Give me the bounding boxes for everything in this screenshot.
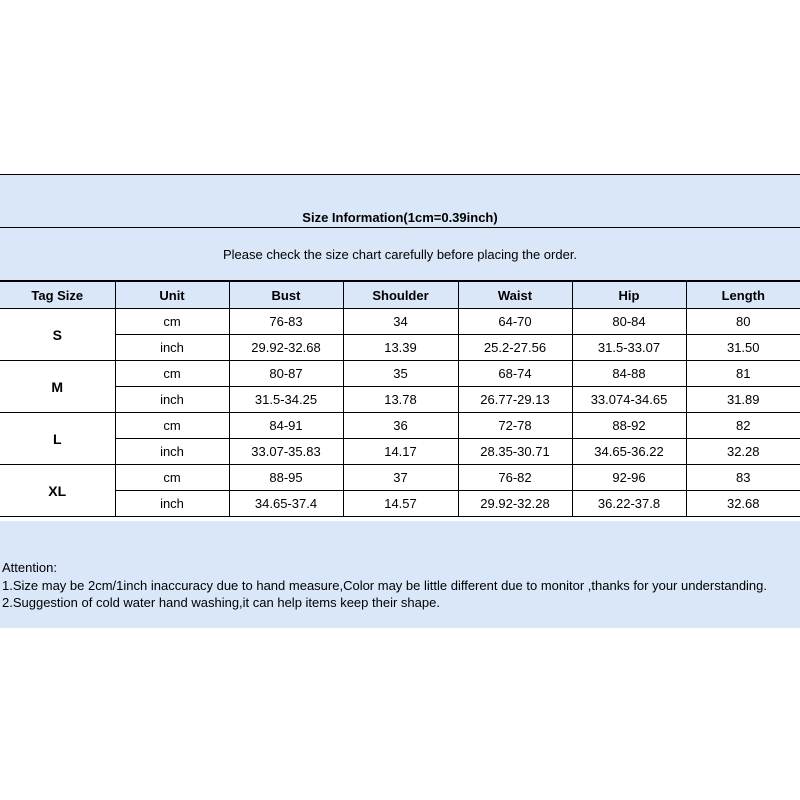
measurement-cell: 29.92-32.28 [458, 491, 572, 517]
measurement-cell: 81 [686, 361, 800, 387]
measurement-cell: 33.074-34.65 [572, 387, 686, 413]
unit-cell: cm [115, 413, 229, 439]
table-row [0, 439, 800, 465]
measurement-cell: 82 [686, 413, 800, 439]
column-header: Shoulder [343, 282, 458, 309]
measurement-cell: 34.65-37.4 [229, 491, 343, 517]
measurement-cell: 13.39 [343, 335, 458, 361]
measurement-cell: 31.50 [686, 335, 800, 361]
attention-notes [0, 521, 800, 628]
measurement-cell: 88-95 [229, 465, 343, 491]
tag-size-cell: S [0, 309, 115, 361]
measurement-cell: 31.5-33.07 [572, 335, 686, 361]
measurement-cell: 13.78 [343, 387, 458, 413]
measurement-cell: 83 [686, 465, 800, 491]
column-header: Unit [115, 282, 229, 309]
column-header: Hip [572, 282, 686, 309]
measurement-cell: 68-74 [458, 361, 572, 387]
notice-row [0, 228, 800, 281]
size-chart [0, 174, 800, 628]
measurement-cell: 32.68 [686, 491, 800, 517]
measurement-cell: 31.89 [686, 387, 800, 413]
column-header: Tag Size [0, 282, 115, 309]
table-row [0, 309, 800, 335]
measurement-cell: 34.65-36.22 [572, 439, 686, 465]
measurement-cell: 76-82 [458, 465, 572, 491]
measurement-cell: 29.92-32.68 [229, 335, 343, 361]
table-row [0, 465, 800, 491]
measurement-cell: 92-96 [572, 465, 686, 491]
attention-line-1: 1.Size may be 2cm/1inch inaccuracy due to hand measure,Color may be little different due to monitor ,thanks for your understanding. [2, 577, 768, 593]
measurement-cell: 14.17 [343, 439, 458, 465]
measurement-cell: 37 [343, 465, 458, 491]
table-row [0, 387, 800, 413]
table-header-row [0, 282, 800, 309]
column-header: Waist [458, 282, 572, 309]
unit-cell: cm [115, 465, 229, 491]
measurement-cell: 36.22-37.8 [572, 491, 686, 517]
measurement-cell: 33.07-35.83 [229, 439, 343, 465]
measurement-cell: 88-92 [572, 413, 686, 439]
measurement-cell: 80-87 [229, 361, 343, 387]
chart-title: Size Information(1cm=0.39inch) [302, 210, 498, 225]
measurement-cell: 64-70 [458, 309, 572, 335]
tag-size-cell: M [0, 361, 115, 413]
measurement-cell: 31.5-34.25 [229, 387, 343, 413]
unit-cell: inch [115, 335, 229, 361]
measurement-cell: 35 [343, 361, 458, 387]
measurement-cell: 26.77-29.13 [458, 387, 572, 413]
measurement-cell: 80 [686, 309, 800, 335]
table-row [0, 361, 800, 387]
attention-heading: Attention: [2, 560, 57, 575]
tag-size-cell: L [0, 413, 115, 465]
unit-cell: cm [115, 361, 229, 387]
measurement-cell: 80-84 [572, 309, 686, 335]
table-row [0, 491, 800, 517]
measurement-cell: 32.28 [686, 439, 800, 465]
measurement-cell: 84-88 [572, 361, 686, 387]
measurement-cell: 36 [343, 413, 458, 439]
unit-cell: inch [115, 439, 229, 465]
measurement-cell: 25.2-27.56 [458, 335, 572, 361]
measurement-cell: 84-91 [229, 413, 343, 439]
title-row [0, 175, 800, 228]
chart-notice: Please check the size chart carefully before placing the order. [222, 247, 578, 262]
unit-cell: inch [115, 387, 229, 413]
size-table [0, 281, 800, 517]
unit-cell: cm [115, 309, 229, 335]
measurement-cell: 76-83 [229, 309, 343, 335]
measurement-cell: 28.35-30.71 [458, 439, 572, 465]
column-header: Bust [229, 282, 343, 309]
attention-line-2: 2.Suggestion of cold water hand washing,it can help items keep their shape. [2, 595, 440, 610]
column-header: Length [686, 282, 800, 309]
table-row [0, 413, 800, 439]
measurement-cell: 34 [343, 309, 458, 335]
measurement-cell: 72-78 [458, 413, 572, 439]
measurement-cell: 14.57 [343, 491, 458, 517]
unit-cell: inch [115, 491, 229, 517]
table-row [0, 335, 800, 361]
tag-size-cell: XL [0, 465, 115, 517]
